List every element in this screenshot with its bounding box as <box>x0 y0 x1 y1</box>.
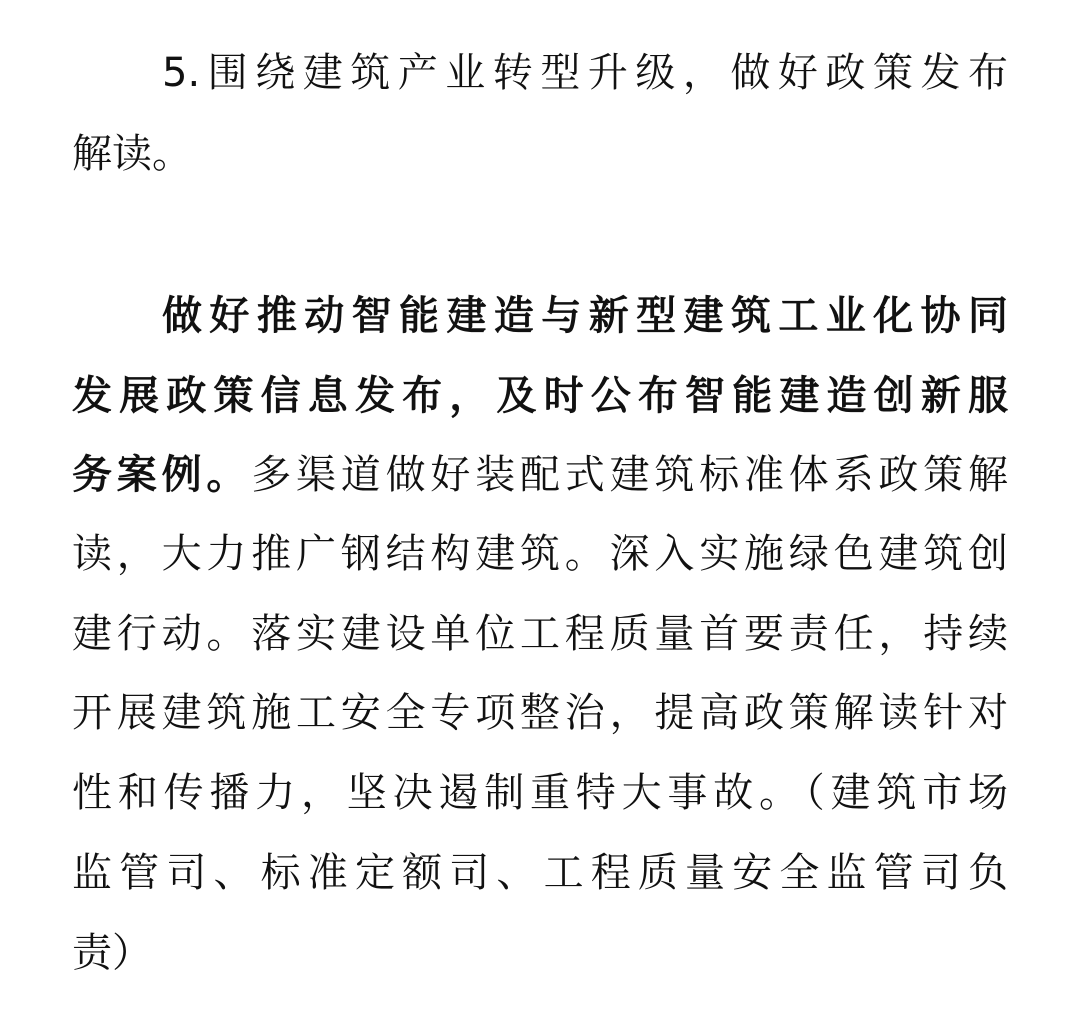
paragraph-line-3-regular: 多渠道做好装配式建筑标准体系政策解 <box>251 452 1008 498</box>
paragraph-line-5: 建行动。落实建设单位工程质量首要责任，持续 <box>72 611 1008 657</box>
paragraph-line-6: 开展建筑施工安全专项整治，提高政策解读针对 <box>72 690 1008 736</box>
paragraph-line-9: 责） <box>72 930 152 976</box>
paragraph-line-4: 读，大力推广钢结构建筑。深入实施绿色建筑创 <box>72 531 1008 577</box>
paragraph-line-1: 做好推动智能建造与新型建筑工业化协同 <box>162 293 1008 339</box>
paragraph-line-7: 性和传播力，坚决遏制重特大事故。（建筑市场 <box>72 770 1008 816</box>
paragraph-line-3-bold: 务案例。 <box>72 452 252 498</box>
section-heading-line-2: 解读。 <box>72 131 192 177</box>
paragraph-line-3 <box>72 434 1008 516</box>
paragraph-line-8: 监管司、标准定额司、工程质量安全监管司负 <box>72 850 1008 896</box>
section-heading-line-1: 5.围绕建筑产业转型升级，做好政策发布 <box>162 50 1008 96</box>
paragraph-line-2: 发展政策信息发布，及时公布智能建造创新服 <box>72 373 1008 419</box>
